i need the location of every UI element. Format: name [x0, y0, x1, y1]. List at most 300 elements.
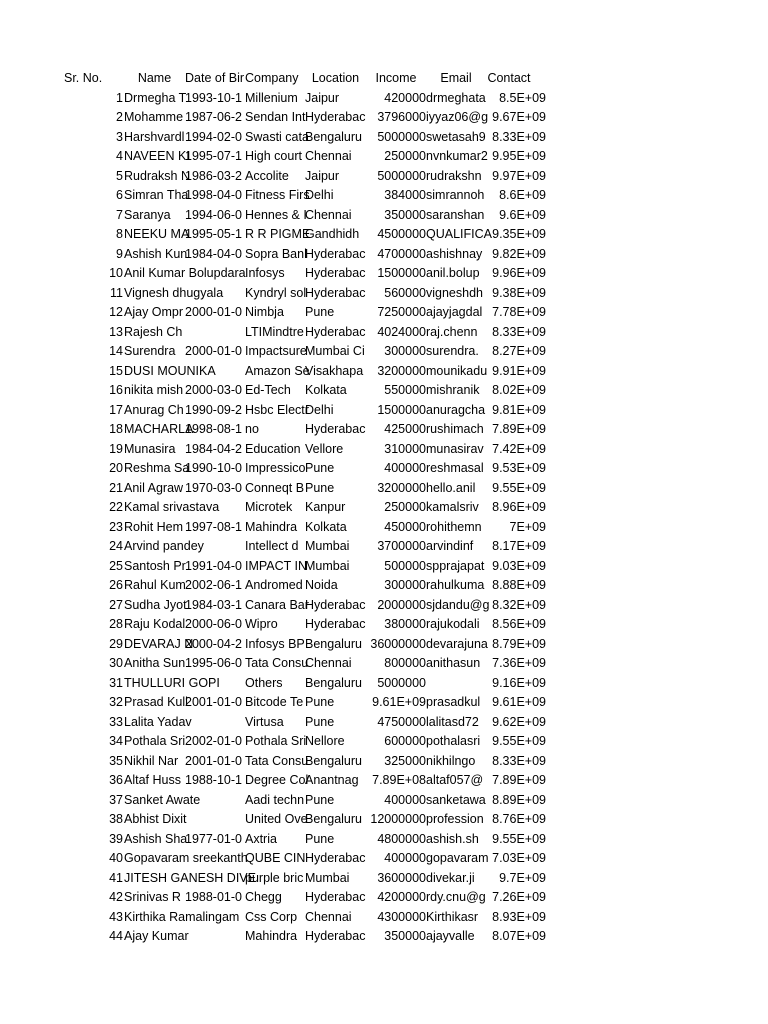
income-cell[interactable]: 425000 — [384, 422, 426, 436]
company-cell[interactable]: Aadi techn — [245, 792, 305, 807]
income-cell[interactable]: 400000 — [384, 792, 426, 807]
dob-cell[interactable]: 1998-04-0 — [185, 188, 242, 202]
income-cell[interactable]: 350000 — [384, 929, 426, 943]
company-cell[interactable]: Education — [245, 441, 301, 456]
company-cell[interactable]: Hsbc Electr — [245, 402, 309, 417]
dob-cell[interactable]: 2000-01-0 — [185, 344, 242, 358]
sr-no-cell[interactable]: 23 — [109, 519, 123, 534]
sr-no-cell[interactable]: 19 — [109, 441, 123, 456]
contact-cell[interactable]: 8.6E+09 — [499, 188, 546, 202]
location-cell[interactable]: Hyderabac — [305, 617, 366, 631]
company-cell[interactable]: Chegg — [245, 890, 282, 904]
sr-no-cell[interactable]: 30 — [109, 656, 123, 670]
company-cell[interactable]: Virtusa — [245, 714, 284, 729]
company-cell[interactable]: Wipro — [245, 617, 278, 631]
location-cell[interactable]: Mumbai Ci — [305, 344, 365, 358]
contact-cell[interactable]: 9.35E+09 — [492, 227, 546, 241]
sr-no-cell[interactable]: 44 — [109, 929, 123, 943]
contact-cell[interactable]: 7.36E+09 — [492, 656, 546, 670]
company-cell[interactable]: IMPACT IN — [245, 558, 308, 573]
company-cell[interactable]: Hennes & I — [245, 207, 307, 222]
income-cell[interactable]: 550000 — [384, 383, 426, 397]
name-cell[interactable]: Rudraksh N — [124, 168, 190, 183]
contact-cell[interactable]: 8.02E+09 — [492, 383, 546, 397]
contact-cell[interactable]: 7.26E+09 — [492, 890, 546, 904]
income-cell[interactable]: 400000 — [384, 851, 426, 865]
contact-cell[interactable]: 8.32E+09 — [492, 597, 546, 612]
email-cell[interactable]: altaf057@ — [426, 773, 484, 787]
email-cell[interactable]: kamalsriv — [426, 500, 479, 514]
location-cell[interactable]: Visakhapa — [305, 363, 364, 378]
location-cell[interactable]: Anantnag — [305, 773, 359, 787]
sr-no-cell[interactable]: 31 — [109, 675, 123, 690]
name-cell[interactable]: Gopavaram sreekanth — [124, 849, 245, 869]
location-cell[interactable]: Vellore — [305, 441, 344, 456]
name-cell[interactable]: Reshma Sa — [124, 461, 190, 475]
email-cell[interactable]: saranshan — [426, 207, 485, 222]
company-cell[interactable]: Conneqt B — [245, 480, 305, 495]
contact-cell[interactable]: 9.03E+09 — [492, 558, 546, 573]
income-cell[interactable]: 3200000 — [377, 480, 426, 495]
contact-cell[interactable]: 8.89E+09 — [492, 792, 546, 807]
sr-no-cell[interactable]: 18 — [109, 422, 123, 436]
sr-no-cell[interactable]: 10 — [109, 266, 123, 280]
income-cell[interactable]: 250000 — [384, 500, 426, 514]
sr-no-cell[interactable]: 42 — [109, 890, 123, 904]
email-cell[interactable]: rajukodali — [426, 617, 480, 631]
contact-cell[interactable]: 9.95E+09 — [492, 149, 546, 163]
contact-cell[interactable]: 8.17E+09 — [492, 539, 546, 553]
name-cell[interactable]: DUSI MOUNIKA — [124, 362, 245, 382]
name-cell[interactable]: Prasad Kull — [124, 695, 188, 709]
income-cell[interactable]: 300000 — [384, 578, 426, 592]
sr-no-cell[interactable]: 43 — [109, 909, 123, 924]
name-cell[interactable]: Simran Tha — [124, 188, 189, 202]
company-cell[interactable]: purple bric — [245, 870, 304, 885]
contact-cell[interactable]: 8.79E+09 — [492, 636, 546, 651]
location-cell[interactable]: Bengaluru — [305, 636, 362, 651]
email-cell[interactable]: drmeghata — [426, 90, 486, 105]
location-cell[interactable]: Kanpur — [305, 500, 346, 514]
email-cell[interactable]: lalitasd72 — [426, 714, 479, 729]
sr-no-cell[interactable]: 26 — [109, 578, 123, 592]
email-cell[interactable]: ajayvalle — [426, 929, 475, 943]
email-cell[interactable]: ashishnay — [426, 246, 483, 261]
email-cell[interactable]: Kirthikasr — [426, 909, 479, 924]
contact-cell[interactable]: 8.27E+09 — [492, 344, 546, 358]
income-cell[interactable]: 4300000 — [377, 909, 426, 924]
income-cell[interactable]: 36000000 — [370, 636, 426, 651]
location-cell[interactable]: Delhi — [305, 188, 334, 202]
income-cell[interactable]: 3796000 — [377, 110, 426, 124]
location-cell[interactable]: Jaipur — [305, 90, 340, 105]
name-cell[interactable]: Munasira — [124, 441, 176, 456]
sr-no-cell[interactable]: 33 — [109, 714, 123, 729]
header-company[interactable]: Company — [245, 71, 299, 85]
email-cell[interactable]: divekar.ji — [426, 870, 475, 885]
location-cell[interactable]: Delhi — [305, 402, 334, 417]
location-cell[interactable]: Chennai — [305, 149, 352, 163]
contact-cell[interactable]: 9.61E+09 — [492, 695, 546, 709]
company-cell[interactable]: QUBE CIN — [245, 851, 306, 865]
dob-cell[interactable]: 1995-05-1 — [185, 227, 242, 241]
dob-cell[interactable]: 1998-08-1 — [185, 422, 242, 436]
contact-cell[interactable]: 8.76E+09 — [492, 812, 546, 826]
contact-cell[interactable]: 7.89E+09 — [492, 422, 546, 436]
contact-cell[interactable]: 9.16E+09 — [492, 675, 546, 690]
company-cell[interactable]: Swasti cata — [245, 129, 309, 144]
location-cell[interactable]: Hyderabac — [305, 285, 366, 300]
name-cell[interactable]: Drmegha T — [124, 90, 187, 105]
dob-cell[interactable]: 1970-03-0 — [185, 480, 242, 495]
header-sr-no[interactable]: Sr. No. — [64, 71, 103, 85]
dob-cell[interactable]: 2000-01-0 — [185, 305, 242, 319]
income-cell[interactable]: 800000 — [384, 656, 426, 670]
location-cell[interactable]: Hyderabac — [305, 246, 366, 261]
name-cell[interactable]: Anurag Ch — [124, 402, 184, 417]
contact-cell[interactable]: 9.67E+09 — [492, 110, 546, 124]
company-cell[interactable]: Nimbja — [245, 305, 284, 319]
income-cell[interactable]: 450000 — [384, 519, 426, 534]
income-cell[interactable]: 7.89E+08 — [372, 773, 426, 787]
dob-cell[interactable]: 1984-03-1 — [185, 597, 242, 612]
location-cell[interactable]: Hyderabac — [305, 851, 366, 865]
email-cell[interactable]: nikhilngo — [426, 753, 476, 768]
name-cell[interactable]: Sanket Awate — [124, 791, 245, 811]
sr-no-cell[interactable]: 22 — [109, 500, 123, 514]
name-cell[interactable]: Mohamme — [124, 110, 184, 124]
name-cell[interactable]: Nikhil Nar — [124, 753, 179, 768]
contact-cell[interactable]: 9.6E+09 — [499, 207, 546, 222]
sr-no-cell[interactable]: 12 — [109, 305, 123, 319]
dob-cell[interactable]: 2000-06-0 — [185, 617, 242, 631]
name-cell[interactable]: Rajesh Ch — [124, 323, 245, 343]
income-cell[interactable]: 384000 — [384, 188, 426, 202]
email-cell[interactable]: gopavaram — [426, 851, 489, 865]
sr-no-cell[interactable]: 25 — [109, 558, 123, 573]
contact-cell[interactable]: 9.55E+09 — [492, 734, 546, 748]
sr-no-cell[interactable]: 6 — [116, 188, 123, 202]
email-cell[interactable]: pothalasri — [426, 734, 481, 748]
sr-no-cell[interactable]: 4 — [116, 149, 123, 163]
name-cell[interactable]: Pothala Sri — [124, 734, 186, 748]
email-cell[interactable]: hello.anil — [426, 480, 476, 495]
email-cell[interactable] — [426, 674, 486, 694]
dob-cell[interactable]: 1987-06-2 — [185, 110, 242, 124]
name-cell[interactable]: Altaf Huss — [124, 773, 181, 787]
sr-no-cell[interactable]: 40 — [109, 851, 123, 865]
company-cell[interactable]: Tata Consu — [245, 656, 309, 670]
income-cell[interactable]: 9.61E+09 — [372, 695, 426, 709]
name-cell[interactable]: Surendra — [124, 344, 176, 358]
income-cell[interactable]: 1500000 — [377, 266, 426, 280]
email-cell[interactable]: vigneshdh — [426, 285, 483, 300]
income-cell[interactable]: 4024000 — [377, 324, 426, 339]
company-cell[interactable]: Impactsure — [245, 344, 307, 358]
dob-cell[interactable]: 1984-04-0 — [185, 246, 242, 261]
dob-cell[interactable]: 1994-02-0 — [185, 129, 242, 144]
email-cell[interactable]: iyyaz06@g — [426, 110, 489, 124]
sr-no-cell[interactable]: 36 — [109, 773, 123, 787]
email-cell[interactable]: reshmasal — [426, 461, 484, 475]
dob-cell[interactable]: 2002-01-0 — [185, 734, 242, 748]
dob-cell[interactable]: 1991-04-0 — [185, 558, 242, 573]
location-cell[interactable]: Hyderabac — [305, 266, 366, 280]
name-cell[interactable]: Kirthika Ramalingam — [124, 908, 245, 928]
company-cell[interactable]: Sendan Int — [245, 110, 306, 124]
company-cell[interactable]: Tata Consu — [245, 753, 309, 768]
contact-cell[interactable]: 9.82E+09 — [492, 246, 546, 261]
income-cell[interactable]: 325000 — [384, 753, 426, 768]
sr-no-cell[interactable]: 17 — [109, 402, 123, 417]
income-cell[interactable]: 250000 — [384, 149, 426, 163]
sr-no-cell[interactable]: 15 — [109, 363, 123, 378]
email-cell[interactable]: arvindinf — [426, 539, 474, 553]
contact-cell[interactable]: 7.89E+09 — [492, 773, 546, 787]
contact-cell[interactable]: 8.07E+09 — [492, 929, 546, 943]
location-cell[interactable]: Chennai — [305, 656, 352, 670]
email-cell[interactable]: devarajuna — [426, 636, 488, 651]
dob-cell[interactable]: 1988-10-1 — [185, 773, 242, 787]
email-cell[interactable]: anil.bolup — [426, 266, 480, 280]
email-cell[interactable]: munasirav — [426, 441, 484, 456]
sr-no-cell[interactable]: 34 — [109, 734, 123, 748]
company-cell[interactable]: Infosys — [245, 266, 285, 280]
company-cell[interactable]: Amazon Se — [245, 363, 310, 378]
company-cell[interactable]: LTIMindtre — [245, 324, 304, 339]
name-cell[interactable]: Anil Agraw — [124, 480, 184, 495]
income-cell[interactable]: 420000 — [384, 90, 426, 105]
location-cell[interactable]: Mumbai — [305, 539, 350, 553]
location-cell[interactable]: Pune — [305, 305, 335, 319]
company-cell[interactable]: Axtria — [245, 831, 277, 846]
name-cell[interactable]: DEVARAJ N — [124, 636, 194, 651]
company-cell[interactable]: Millenium — [245, 90, 298, 105]
company-cell[interactable]: Andromed — [245, 578, 303, 592]
location-cell[interactable]: Pune — [305, 461, 335, 475]
email-cell[interactable]: prasadkul — [426, 695, 481, 709]
name-cell[interactable]: Ashish Kun — [124, 246, 188, 261]
income-cell[interactable]: 7250000 — [377, 305, 426, 319]
dob-cell[interactable]: 2001-01-0 — [185, 695, 242, 709]
location-cell[interactable]: Gandhidh — [305, 227, 360, 241]
name-cell[interactable]: Ajay Ompr — [124, 305, 184, 319]
sr-no-cell[interactable]: 16 — [109, 383, 123, 397]
contact-cell[interactable]: 8.56E+09 — [492, 617, 546, 631]
sr-no-cell[interactable]: 3 — [116, 129, 123, 144]
contact-cell[interactable]: 7E+09 — [509, 519, 546, 534]
company-cell[interactable]: Fitness Firs — [245, 188, 310, 202]
location-cell[interactable]: Pune — [305, 695, 335, 709]
name-cell[interactable]: NEEKU MA — [124, 227, 190, 241]
header-dob[interactable]: Date of Bir — [185, 71, 245, 85]
name-cell[interactable]: THULLURI GOPI — [124, 674, 245, 694]
income-cell[interactable]: 4800000 — [377, 831, 426, 846]
email-cell[interactable]: ajayjagdal — [426, 305, 483, 319]
income-cell[interactable]: 2000000 — [377, 597, 426, 612]
name-cell[interactable]: Saranya — [124, 207, 171, 222]
email-cell[interactable]: sjdandu@g — [426, 597, 490, 612]
income-cell[interactable]: 4750000 — [377, 714, 426, 729]
company-cell[interactable]: Kyndryl sol — [245, 285, 307, 300]
company-cell[interactable]: Sopra Banl — [245, 246, 307, 261]
dob-cell[interactable]: 2001-01-0 — [185, 753, 242, 768]
location-cell[interactable]: Hyderabac — [305, 890, 366, 904]
sr-no-cell[interactable]: 20 — [109, 461, 123, 475]
company-cell[interactable]: R R PIGME — [245, 227, 311, 241]
company-cell[interactable]: Mahindra — [245, 519, 298, 534]
income-cell[interactable]: 3600000 — [377, 870, 426, 885]
income-cell[interactable]: 12000000 — [370, 812, 426, 826]
email-cell[interactable]: anuragcha — [426, 402, 486, 417]
company-cell[interactable]: High court — [245, 149, 302, 163]
email-cell[interactable]: anithasun — [426, 656, 481, 670]
contact-cell[interactable]: 8.33E+09 — [492, 324, 546, 339]
location-cell[interactable]: Chennai — [305, 909, 352, 924]
sr-no-cell[interactable]: 9 — [116, 246, 123, 261]
company-cell[interactable]: Pothala Sri — [245, 734, 307, 748]
location-cell[interactable]: Mumbai — [305, 870, 350, 885]
sr-no-cell[interactable]: 32 — [109, 695, 123, 709]
name-cell[interactable]: MACHARLA — [124, 422, 194, 436]
email-cell[interactable]: rdy.cnu@g — [426, 890, 486, 904]
dob-cell[interactable]: 1997-08-1 — [185, 519, 242, 534]
income-cell[interactable]: 4500000 — [377, 227, 426, 241]
dob-cell[interactable]: 1995-07-1 — [185, 149, 242, 163]
email-cell[interactable]: simrannoh — [426, 188, 485, 202]
name-cell[interactable]: Santosh Pr — [124, 558, 186, 573]
location-cell[interactable]: Jaipur — [305, 168, 340, 183]
contact-cell[interactable]: 9.96E+09 — [492, 266, 546, 280]
company-cell[interactable]: Intellect d — [245, 539, 299, 553]
header-contact[interactable]: Contact — [487, 71, 531, 85]
contact-cell[interactable]: 9.38E+09 — [492, 285, 546, 300]
location-cell[interactable]: Hyderabac — [305, 929, 366, 943]
company-cell[interactable]: Canara Bar — [245, 597, 309, 612]
name-cell[interactable]: Srinivas R — [124, 890, 181, 904]
sr-no-cell[interactable]: 29 — [109, 636, 123, 651]
dob-cell[interactable]: 2000-04-2 — [185, 636, 242, 651]
company-cell[interactable]: Accolite — [245, 168, 289, 183]
income-cell[interactable]: 300000 — [384, 344, 426, 358]
name-cell[interactable]: Ashish Sha — [124, 831, 188, 846]
income-cell[interactable]: 5000000 — [377, 168, 426, 183]
income-cell[interactable]: 500000 — [384, 558, 426, 573]
contact-cell[interactable]: 8.88E+09 — [492, 578, 546, 592]
dob-cell[interactable]: 1994-06-0 — [185, 207, 242, 222]
email-cell[interactable]: spprajapat — [426, 558, 485, 573]
location-cell[interactable]: Hyderabac — [305, 324, 366, 339]
income-cell[interactable]: 310000 — [384, 441, 426, 456]
company-cell[interactable]: Infosys BP — [245, 636, 305, 651]
contact-cell[interactable]: 7.42E+09 — [492, 441, 546, 456]
sr-no-cell[interactable]: 21 — [109, 480, 123, 495]
sr-no-cell[interactable]: 8 — [116, 227, 123, 241]
contact-cell[interactable]: 9.53E+09 — [492, 461, 546, 475]
dob-cell[interactable]: 1986-03-2 — [185, 168, 242, 183]
email-cell[interactable]: mounikadu — [426, 363, 488, 378]
email-cell[interactable]: profession — [426, 812, 484, 826]
contact-cell[interactable]: 9.62E+09 — [492, 714, 546, 729]
email-cell[interactable]: raj.chenn — [426, 324, 478, 339]
income-cell[interactable]: 4700000 — [377, 246, 426, 261]
name-cell[interactable]: Sudha Jyot — [124, 597, 187, 612]
email-cell[interactable]: rohithemn — [426, 519, 482, 534]
email-cell[interactable]: rudrakshn — [426, 168, 482, 183]
dob-cell[interactable]: 1984-04-2 — [185, 441, 242, 456]
dob-cell[interactable]: 1988-01-0 — [185, 890, 242, 904]
header-income[interactable]: Income — [375, 71, 417, 85]
contact-cell[interactable]: 8.96E+09 — [492, 500, 546, 514]
name-cell[interactable]: Vignesh dhugyala — [124, 284, 245, 304]
sr-no-cell[interactable]: 5 — [116, 168, 123, 183]
contact-cell[interactable]: 9.55E+09 — [492, 480, 546, 495]
email-cell[interactable]: rahulkuma — [426, 578, 485, 592]
income-cell[interactable]: 5000000 — [377, 129, 426, 144]
income-cell[interactable]: 4200000 — [377, 890, 426, 904]
location-cell[interactable]: Kolkata — [305, 519, 347, 534]
email-cell[interactable]: surendra. — [426, 344, 479, 358]
contact-cell[interactable]: 8.93E+09 — [492, 909, 546, 924]
sr-no-cell[interactable]: 24 — [109, 539, 123, 553]
contact-cell[interactable]: 9.81E+09 — [492, 402, 546, 417]
email-cell[interactable]: ashish.sh — [426, 831, 479, 846]
sr-no-cell[interactable]: 39 — [109, 831, 123, 846]
header-location[interactable]: Location — [311, 71, 360, 85]
company-cell[interactable]: Others — [245, 675, 283, 690]
location-cell[interactable]: Pune — [305, 831, 335, 846]
name-cell[interactable]: Rahul Kum — [124, 578, 186, 592]
income-cell[interactable]: 3200000 — [377, 363, 426, 378]
contact-cell[interactable]: 8.33E+09 — [492, 753, 546, 768]
company-cell[interactable]: Mahindra — [245, 929, 298, 943]
location-cell[interactable]: Bengaluru — [305, 812, 362, 826]
company-cell[interactable]: Css Corp — [245, 909, 298, 924]
sr-no-cell[interactable]: 7 — [116, 207, 123, 222]
email-cell[interactable]: QUALIFICA — [426, 227, 492, 241]
contact-cell[interactable]: 8.5E+09 — [499, 90, 546, 105]
contact-cell[interactable]: 9.55E+09 — [492, 831, 546, 846]
location-cell[interactable]: Pune — [305, 792, 335, 807]
company-cell[interactable]: no — [245, 422, 259, 436]
dob-cell[interactable]: 1977-01-0 — [185, 831, 242, 846]
email-cell[interactable]: mishranik — [426, 383, 480, 397]
sr-no-cell[interactable]: 27 — [109, 597, 123, 612]
company-cell[interactable]: Degree Col — [245, 773, 309, 787]
location-cell[interactable]: Pune — [305, 714, 335, 729]
income-cell[interactable]: 560000 — [384, 285, 426, 300]
location-cell[interactable]: Chennai — [305, 207, 352, 222]
location-cell[interactable]: Mumbai — [305, 558, 350, 573]
sr-no-cell[interactable]: 11 — [110, 285, 123, 300]
sr-no-cell[interactable]: 38 — [109, 812, 123, 826]
header-name[interactable]: Name — [137, 71, 172, 85]
name-cell[interactable]: Lalita Yadav — [124, 713, 245, 733]
name-cell[interactable]: NAVEEN KI — [124, 149, 190, 163]
name-cell[interactable]: Abhist Dixit — [124, 810, 245, 830]
sr-no-cell[interactable]: 41 — [109, 870, 123, 885]
header-email[interactable]: Email — [440, 71, 472, 85]
company-cell[interactable]: Bitcode Te — [245, 695, 304, 709]
income-cell[interactable]: 1500000 — [377, 402, 426, 417]
location-cell[interactable]: Hyderabac — [305, 110, 366, 124]
contact-cell[interactable]: 8.33E+09 — [492, 129, 546, 144]
sr-no-cell[interactable]: 1 — [116, 90, 123, 105]
location-cell[interactable]: Noida — [305, 578, 338, 592]
name-cell[interactable]: Ajay Kumar — [124, 927, 245, 947]
name-cell[interactable]: Arvind pandey — [124, 537, 245, 557]
sr-no-cell[interactable]: 37 — [109, 792, 123, 807]
